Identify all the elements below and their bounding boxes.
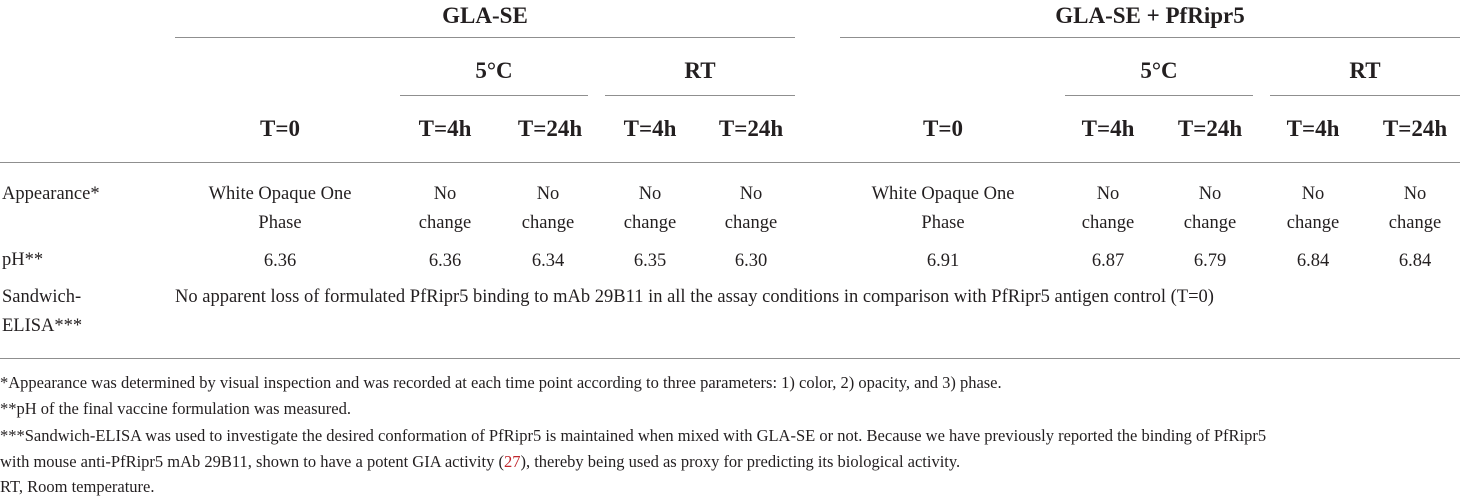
appearance-glase-pf-rt-t4h: No change bbox=[1286, 184, 1340, 233]
ph-glase-pf-rt-t24h: 6.84 bbox=[1398, 251, 1432, 271]
table-bottom-rule bbox=[0, 358, 1460, 359]
cond-rule-5c-glase bbox=[400, 95, 588, 96]
appearance-glase-pf-5c-t4h: No change bbox=[1081, 184, 1135, 233]
appearance-glase-t0: White Opaque One Phase bbox=[208, 184, 352, 233]
cond-rule-rt-glase bbox=[605, 95, 795, 96]
time-header-t24h-rt-glase: T=24h bbox=[718, 116, 784, 141]
footnote-appearance: *Appearance was determined by visual inspection and was recorded at each time point according to three parameters: 1) color, 2) opacity, and 3) phase. bbox=[0, 373, 1002, 392]
header-bottom-rule bbox=[0, 162, 1460, 163]
cond-rule-rt-glase-pf bbox=[1270, 95, 1460, 96]
footnote-elisa-text-post: ), thereby being used as proxy for predicting its biological activity. bbox=[520, 452, 961, 471]
group-header-gla-se-pfripr5: GLA-SE + PfRipr5 bbox=[1055, 3, 1245, 28]
cond-header-rt-glase-pf: RT bbox=[1349, 58, 1381, 83]
appearance-glase-pf-5c-t24h: No change bbox=[1183, 184, 1237, 233]
time-header-t0-glase: T=0 bbox=[260, 116, 300, 141]
time-header-t4h-5c-glase-pf: T=4h bbox=[1081, 116, 1135, 141]
appearance-glase-pf-rt-t24h: No change bbox=[1388, 184, 1442, 233]
time-header-t4h-rt-glase: T=4h bbox=[623, 116, 677, 141]
ph-glase-pf-5c-t4h: 6.87 bbox=[1091, 251, 1125, 271]
cond-header-5c-glase: 5°C bbox=[475, 58, 513, 83]
time-header-t24h-5c-glase: T=24h bbox=[517, 116, 583, 141]
cond-header-5c-glase-pf: 5°C bbox=[1140, 58, 1178, 83]
cond-rule-5c-glase-pf bbox=[1065, 95, 1253, 96]
appearance-glase-rt-t24h: No change bbox=[724, 184, 778, 233]
time-header-t0-glase-pf: T=0 bbox=[923, 116, 963, 141]
appearance-glase-pf-t0: White Opaque One Phase bbox=[871, 184, 1015, 233]
ph-glase-rt-t24h: 6.30 bbox=[734, 251, 768, 271]
ph-glase-pf-rt-t4h: 6.84 bbox=[1296, 251, 1330, 271]
row-label-sandwich-elisa: Sandwich- ELISA*** bbox=[2, 287, 83, 336]
footnote-elisa-line2 bbox=[0, 451, 960, 473]
cond-header-rt-glase: RT bbox=[684, 58, 716, 83]
appearance-glase-rt-t4h: No change bbox=[623, 184, 677, 233]
group-rule-gla-se bbox=[175, 37, 795, 38]
reference-link-27[interactable]: 27 bbox=[503, 452, 521, 471]
row-label-ph: pH** bbox=[2, 250, 44, 270]
footnote-elisa-line1: ***Sandwich-ELISA was used to investigate the desired conformation of PfRipr5 is maintained when mixed with GLA-SE or not. Because we have previously reported the binding of PfRipr5 bbox=[0, 426, 1267, 445]
group-rule-gla-se-pfripr5 bbox=[840, 37, 1460, 38]
ph-glase-pf-t0: 6.91 bbox=[926, 251, 960, 271]
footnote-ph: **pH of the final vaccine formulation was measured. bbox=[0, 399, 351, 418]
footnote-elisa-text-pre: with mouse anti-PfRipr5 mAb 29B11, shown to have a potent GIA activity ( bbox=[0, 452, 504, 471]
time-header-t4h-rt-glase-pf: T=4h bbox=[1286, 116, 1340, 141]
time-header-t24h-5c-glase-pf: T=24h bbox=[1177, 116, 1243, 141]
time-header-t4h-5c-glase: T=4h bbox=[418, 116, 472, 141]
group-header-gla-se: GLA-SE bbox=[442, 3, 528, 28]
ph-glase-t0: 6.36 bbox=[263, 251, 297, 271]
ph-glase-rt-t4h: 6.35 bbox=[633, 251, 667, 271]
appearance-glase-5c-t24h: No change bbox=[521, 184, 575, 233]
ph-glase-5c-t4h: 6.36 bbox=[428, 251, 462, 271]
row-label-appearance: Appearance* bbox=[2, 184, 100, 204]
appearance-glase-5c-t4h: No change bbox=[418, 184, 472, 233]
elisa-result-text: No apparent loss of formulated PfRipr5 binding to mAb 29B11 in all the assay conditions in comparison with PfRipr5 antigen control (T=0) bbox=[175, 287, 1214, 307]
ph-glase-pf-5c-t24h: 6.79 bbox=[1193, 251, 1227, 271]
time-header-t24h-rt-glase-pf: T=24h bbox=[1382, 116, 1448, 141]
footnote-rt: RT, Room temperature. bbox=[0, 477, 155, 496]
ph-glase-5c-t24h: 6.34 bbox=[531, 251, 565, 271]
